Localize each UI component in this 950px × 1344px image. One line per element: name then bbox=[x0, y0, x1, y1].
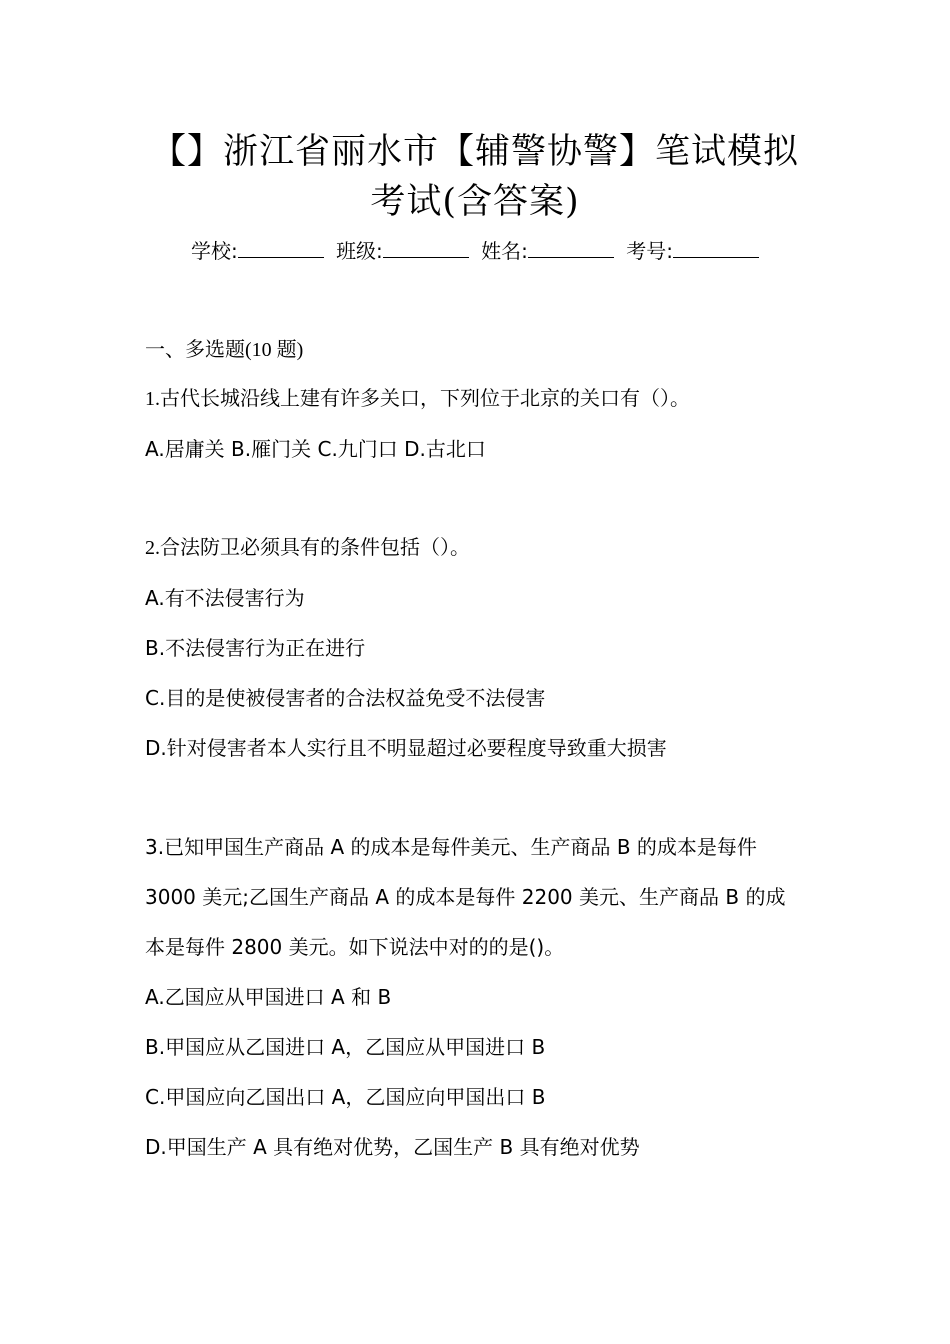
question-1-options: A.居庸关 B.雁门关 C.九门口 D.古北口 bbox=[145, 437, 486, 461]
exam-number-label: 考号: bbox=[626, 239, 674, 263]
question-3-option-a: A.乙国应从甲国进口 A 和 B bbox=[145, 985, 392, 1009]
student-info-row bbox=[0, 236, 950, 266]
exam-number-field bbox=[626, 239, 759, 263]
school-label: 学校: bbox=[190, 239, 238, 263]
question-2-option-c: C.目的是使被侵害者的合法权益免受不法侵害 bbox=[145, 686, 546, 710]
question-3-stem-line-1: 3.已知甲国生产商品 A 的成本是每件美元、生产商品 B 的成本是每件 bbox=[145, 835, 757, 859]
question-3-option-b: B.甲国应从乙国进口 A，乙国应从甲国进口 B bbox=[145, 1035, 546, 1059]
section-heading: 一、多选题(10 题) bbox=[145, 339, 304, 361]
question-2-option-b: B.不法侵害行为正在进行 bbox=[145, 636, 366, 660]
class-blank bbox=[383, 239, 469, 258]
question-3-stem-line-3: 本是每件 2800 美元。如下说法中对的的是()。 bbox=[145, 935, 565, 959]
question-3-option-c: C.甲国应向乙国出口 A，乙国应向甲国出口 B bbox=[145, 1085, 546, 1109]
exam-number-blank bbox=[673, 239, 759, 258]
question-1-stem: 1.古代长城沿线上建有许多关口，下列位于北京的关口有（）。 bbox=[145, 388, 690, 410]
question-3-option-d: D.甲国生产 A 具有绝对优势，乙国生产 B 具有绝对优势 bbox=[145, 1135, 640, 1159]
question-2-option-a: A.有不法侵害行为 bbox=[145, 586, 305, 610]
name-field bbox=[481, 239, 614, 263]
question-2-option-d: D.针对侵害者本人实行且不明显超过必要程度导致重大损害 bbox=[145, 736, 667, 760]
question-2-stem: 2.合法防卫必须具有的条件包括（）。 bbox=[145, 537, 470, 559]
class-field bbox=[336, 239, 469, 263]
question-3-stem-line-2: 3000 美元;乙国生产商品 A 的成本是每件 2200 美元、生产商品 B 的成 bbox=[145, 885, 786, 909]
name-blank bbox=[528, 239, 614, 258]
school-field bbox=[191, 239, 324, 263]
class-label: 班级: bbox=[336, 239, 383, 263]
exam-title-line-2: 考试(含答案) bbox=[370, 182, 580, 222]
name-label: 姓名: bbox=[481, 239, 528, 263]
school-blank bbox=[238, 239, 324, 258]
exam-title-line-1: 【】浙江省丽水市【辅警协警】笔试模拟 bbox=[150, 132, 799, 172]
